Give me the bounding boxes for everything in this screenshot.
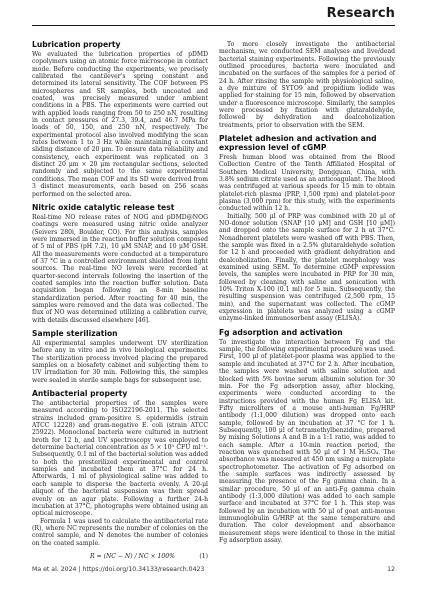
section-heading-no-release: Nitric oxide catalytic release test bbox=[32, 202, 175, 212]
section-heading-platelet: Platelet adhesion and activation and expression level of cGMP bbox=[219, 134, 377, 152]
header-rule bbox=[32, 25, 395, 26]
equation-number: (1) bbox=[199, 552, 208, 560]
paragraph-antibacterial-2: Formula 1 was used to calculate the antibacterial rate (R), where NC represents the number of colonies on the control sample, and N denotes the number of colonies on the coated sample. bbox=[32, 517, 208, 547]
section-heading-sterilization: Sample sterilization bbox=[32, 329, 118, 338]
journal-name: Research bbox=[326, 6, 395, 21]
right-column bbox=[219, 41, 395, 544]
footer-page-number: 12 bbox=[387, 566, 395, 573]
section-heading-fg-adsorption: Fg adsorption and activation bbox=[219, 327, 343, 337]
equation-expression: R = (NC − N) / NC × 100% bbox=[90, 552, 175, 560]
paragraph-platelet-2: Initially, 500 μl of PRP was combined with 20 μl of NO-donor solution (SNAP [10 μM] and GSH [10 μM]) and dropped onto the sample surface for 2 h at 37°C. Nonadherent platelets were washed off with PBS. Then, the sample was fixed in a 2.5% glutaraldehyde solution for 12 h and proceeded with gradient dehydration and dealcoholization. Finally, the platelet morphology was examined using SEM. To determine cGMP expression levels, the samples were incubated in PRP for 30 min, followed by cleaning with saline and sonication with 10% Triton X-100 (0.1 ml) for 5 min. Subsequently, the resulting suspension was centrifuged (2,500 rpm, 15 min), and the supernatant was collected. The cGMP expression in platelets was analyzed using a cGMP enzyme-linked immunosorbent assay (ELISA). bbox=[219, 212, 395, 323]
left-column bbox=[32, 41, 208, 561]
paragraph-sterilization: All experimental samples underwent UV sterilization before any in vitro and in vivo biological experiments. The sterilization process involved placing the prepared samples on a biosafety cabinet and subjecting them to UV irradiation for 30 min. Following this, the samples were sealed in sterile sample bags for subsequent use. bbox=[32, 339, 208, 384]
paragraph-lubrication: We evaluated the lubrication properties of pDMD copolymers using an atomic force microscope in contact mode. Before conducting the experiments, we precisely calibrated the cantilever's spring constant and determined its lateral sensitivity. The COF between PS microspheres and SR samples, both uncoated and coated, was precisely measured under ambient conditions in a PBS. The experiments were carried out with applied loads ranging from 50 to 250 nN, resulting in contact pressures of 27.3, 39.4, and 46.7 MPa for loads of 50, 150, and 250 nN, respectively. The experimental protocol also involved modifying the scan rates between 1 to 3 Hz while maintaining a constant sliding distance of 20 μm. To ensure data reliability and consistency, each experiment was replicated on 3 distinct 20 μm × 20 μm rectangular sections, selected randomly and subjected to the same experimental conditions. The mean COF and its SD were derived from 3 distinct measurements, each based on 256 scans performed on the selected area. bbox=[32, 50, 208, 198]
section-heading-lubrication: Lubrication property bbox=[32, 40, 121, 49]
footer-citation: Ma et al. 2024 | https://doi.org/10.34133/research.0423 bbox=[32, 566, 205, 573]
paragraph-no-release: Real-time NO release rates of NOG and pDMD@NOG coatings were measured using nitric oxide analyzer (Seivers 280i, Boulder, CO). For this analysis, samples were immersed in the reaction buffer solution composed of 5 ml of PBS (pH 7.2), 10 μM SNAP, and 10 μM GSH. All the measurements were conducted at a temperature of 37 °C in a controlled environment shielded from light sources. The real-time NO levels were recorded at quarter-second intervals following the insertion of the coated samples into the reaction buffer solution. Data acquisition began following an 8-min baseline standardization period. After reacting for 40 min, the samples were removed and the data was collected. The flux of NO was determined utilizing a calibration curve, with details discussed elsewhere [46]. bbox=[32, 213, 208, 324]
paragraph-platelet-1: Fresh human blood was obtained from the Blood Collection Centre of the Tenth Affiliated Hospital of Southern Medical University, Dongguan, China, with 3.8% sodium citrate used as an anticoagulant. The blood was centrifuged at various speeds for 15 min to obtain platelet-rich plasma (PRP, 1,500 rpm) and platelet-poor plasma (3,000 rpm) for this study, with the experiments conducted within 12 h. bbox=[219, 153, 395, 213]
equation-1 bbox=[32, 553, 208, 561]
paragraph-antibacterial-mechanism: To more closely investigate the antibacterial mechanism, we conducted SEM analyses and live/dead bacterial staining experiments. Following the previously outlined procedures, bacteria were inoculated and incubated on the surfaces of the samples for a period of 24 h. After rinsing the sample with physiological saline, a dye mixture of SYTO9 and propidium iodide was applied for staining for 15 min, followed by observation under a fluorescence microscope. Similarly, the samples were processed by fixation with glutaraldehyde, followed by dehydration and dealcoholization treatments, prior to observation with the SEM. bbox=[219, 41, 395, 129]
paragraph-antibacterial-1: The antibacterial properties of the samples were measured according to ISO22196-2011. The selected strains included gram-positive S. epidermidis (strain ATCC 12228) and gram-negative E. coli (strain ATCC 25922). Monoclonal bacteria were cultured in nutrient broth for 12 h, and UV spectroscopy was employed to determine bacterial concentration as 5 × 10⁵ CFU ml⁻¹. Subsequently, 0.1 ml of the bacterial solution was added to both the presterilized experimental and control samples and incubated them at 37°C for 24 h. Afterwards, 1 ml of physiological saline was added to each sample to disperse the bacteria evenly. A 20-μl aliquot of the bacterial suspension was then spread evenly on an agar plate. Following a further 24-h incubation at 37°C, photographs were obtained using an optical microscope. bbox=[32, 400, 208, 518]
paragraph-fg-adsorption: To investigate the interaction between Fg and the sample, the following experimental procedure was used. First, 100 μl of platelet-poor plasma was applied to the sample and incubated at 37°C for 2 h. After incubation, the samples were washed with saline solution and blocked with 5% bovine serum albumin solution for 30 min. For the Fg adsorption assay, after blocking, experiments were conducted according to the instructions provided with the human Fg ELISA kit. Fifty microliters of a mouse anti-human Fg/HRP antibody (1:1,000 dilution) was dropped onto each sample, followed by an incubation at 37 °C for 1 h. Subsequently, 100 μl of tetramethylbenzidine, prepared by mixing Solutions A and B in a 1:1 ratio, was added to each sample. After a 10-min reaction period, the reaction was quenched with 50 μl of 1 M H₂SO₄. The absorbance was measured at 450 nm using a microplate spectrophotometer. The activation of Fg adsorbed on the sample surfaces was indirectly assessed by measuring the presence of the Fg gamma chain. In a similar procedure, 50 μl of an anti-Fg gamma chain antibody (1:3,000 dilution) was added to each sample surface and incubated at 37°C for 1 h. This step was followed by an incubation with 50 μl of goat anti-mouse immunoglobulin G/HRP at the same temperature and duration. The color development and absorbance measurement steps were identical to those in the initial Fg adsorption assay. bbox=[219, 338, 395, 545]
section-heading-antibacterial: Antibacterial property bbox=[32, 389, 128, 399]
